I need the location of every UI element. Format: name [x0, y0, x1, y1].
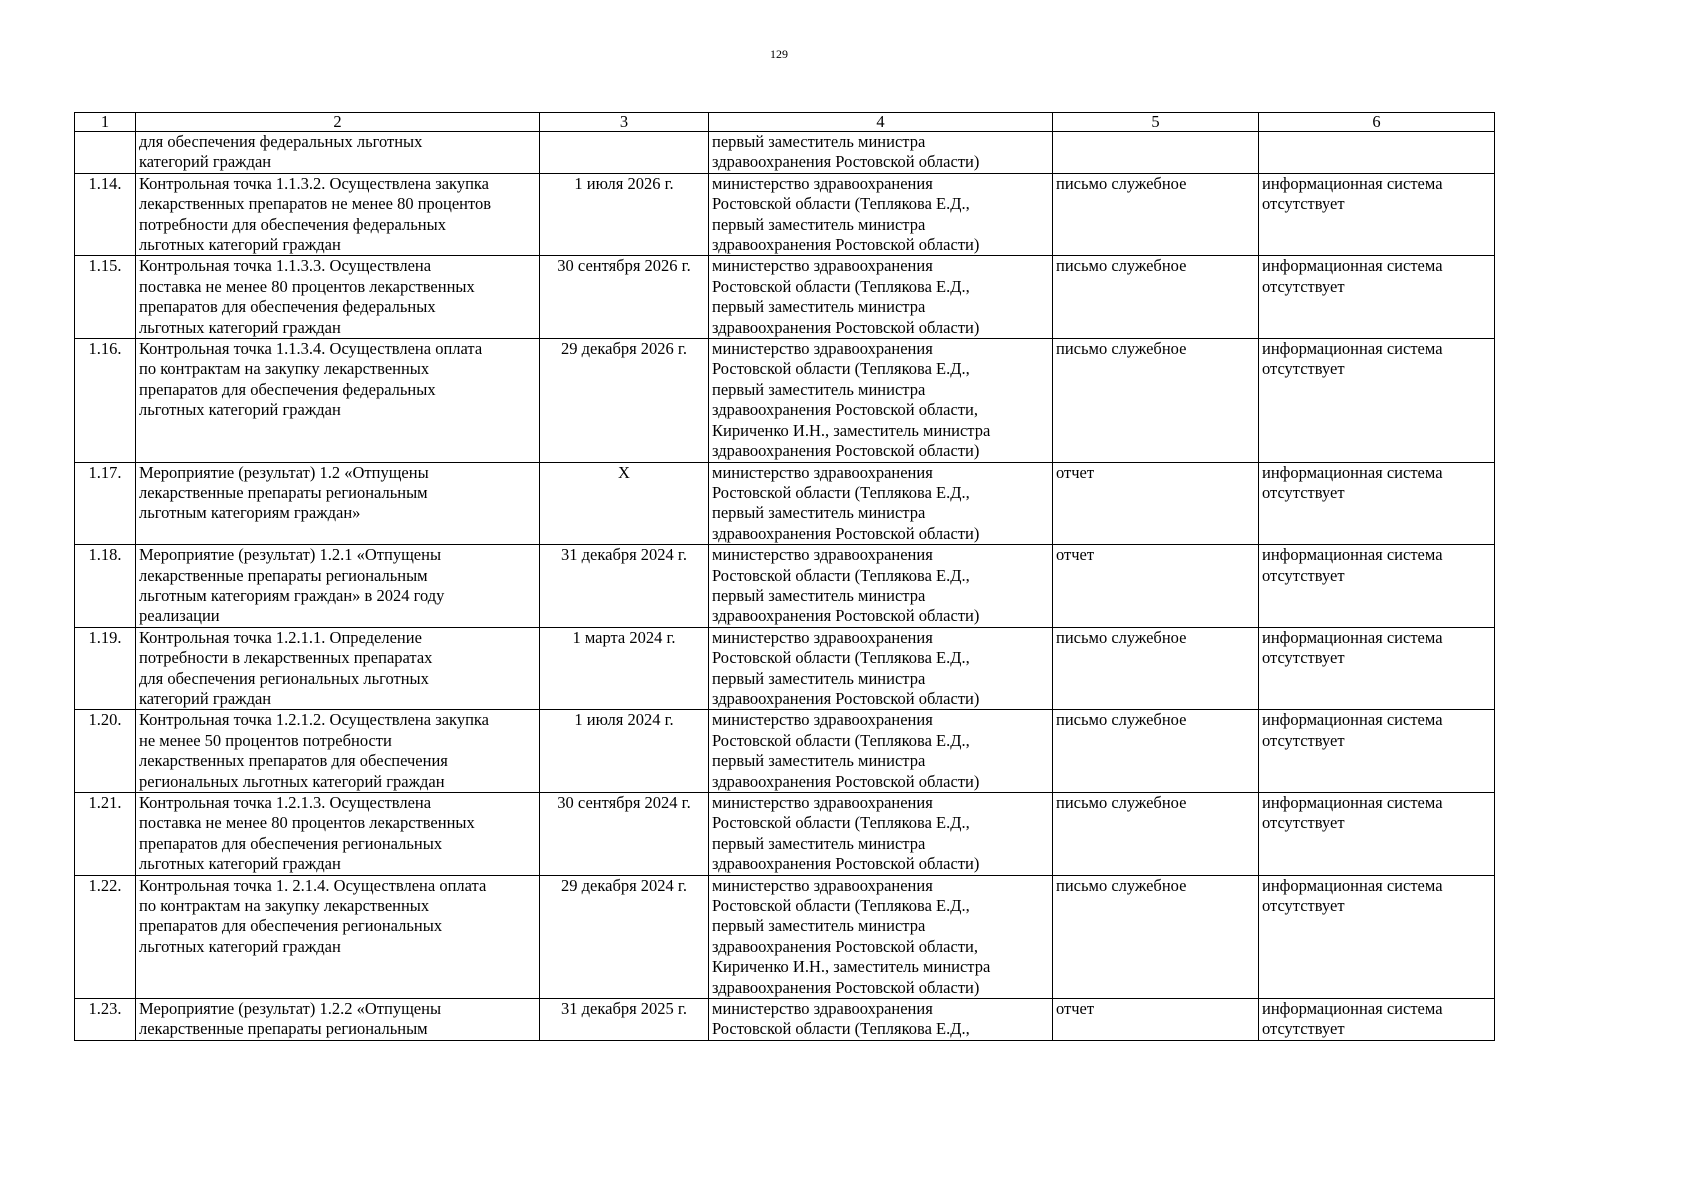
responsible-line: первый заместитель министра	[712, 751, 926, 771]
description-line: льготных категорий граждан	[139, 400, 341, 420]
responsible-line: Ростовской области (Теплякова Е.Д.,	[712, 813, 970, 833]
column-number: 1	[75, 113, 136, 132]
row-number-cell: 1.14.	[75, 173, 136, 256]
description-line: Контрольная точка 1.2.1.3. Осуществлена	[139, 793, 432, 812]
description-line: региональных льготных категорий граждан	[139, 771, 445, 791]
plan-table	[74, 112, 1495, 1041]
info-system-cell	[1259, 999, 1495, 1041]
document-type-cell: отчет	[1053, 462, 1259, 545]
table-row	[75, 173, 1495, 256]
info-system-cell	[1259, 173, 1495, 256]
document-type-cell: письмо служебное	[1053, 173, 1259, 256]
table-row	[75, 793, 1495, 876]
document-type-cell: отчет	[1053, 545, 1259, 628]
info-system-line: отсутствует	[1262, 276, 1345, 296]
description-line: лекарственные препараты региональным	[139, 1019, 428, 1039]
responsible-cell	[709, 462, 1053, 545]
responsible-cell	[709, 545, 1053, 628]
table-row	[75, 710, 1495, 793]
column-number-header	[75, 113, 1495, 132]
responsible-cell	[709, 132, 1053, 174]
responsible-line: министерство здравоохранения	[712, 462, 933, 482]
column-number: 5	[1053, 113, 1259, 132]
info-system-cell	[1259, 545, 1495, 628]
description-cell	[136, 132, 540, 174]
description-cell	[136, 627, 540, 710]
responsible-line: здравоохранения Ростовской области)	[712, 317, 980, 337]
responsible-cell	[709, 173, 1053, 256]
description-cell	[136, 710, 540, 793]
row-number-cell: 1.19.	[75, 627, 136, 710]
description-cell	[136, 339, 540, 462]
description-cell	[136, 875, 540, 998]
description-line: категорий граждан	[139, 152, 272, 172]
deadline-cell: 31 декабря 2024 г.	[540, 545, 709, 628]
description-line: Контрольная точка 1.1.3.3. Осуществлена	[139, 256, 432, 276]
info-system-cell	[1259, 462, 1495, 545]
table-row	[75, 545, 1495, 628]
responsible-cell	[709, 627, 1053, 710]
row-number-cell: 1.23.	[75, 999, 136, 1041]
responsible-line: первый заместитель министра	[712, 379, 926, 399]
column-number: 4	[709, 113, 1053, 132]
responsible-line: первый заместитель министра	[712, 833, 926, 853]
deadline-cell: Х	[540, 462, 709, 545]
description-line: Мероприятие (результат) 1.2.1 «Отпущены	[139, 545, 442, 565]
responsible-line: здравоохранения Ростовской области)	[712, 152, 980, 172]
info-system-line: информационная система	[1262, 999, 1443, 1019]
column-number: 6	[1259, 113, 1495, 132]
responsible-cell	[709, 256, 1053, 339]
description-line: лекарственных препаратов для обеспечения	[139, 751, 448, 771]
column-number: 2	[136, 113, 540, 132]
table-row	[75, 132, 1495, 174]
responsible-line: здравоохранения Ростовской области)	[712, 771, 980, 791]
table-row	[75, 999, 1495, 1041]
description-line: потребности в лекарственных препаратах	[139, 648, 433, 668]
info-system-cell	[1259, 710, 1495, 793]
info-system-cell	[1259, 793, 1495, 876]
info-system-line: информационная система	[1262, 173, 1443, 193]
responsible-line: министерство здравоохранения	[712, 339, 933, 359]
table-row	[75, 627, 1495, 710]
responsible-line: первый заместитель министра	[712, 214, 926, 234]
responsible-line: первый заместитель министра	[712, 585, 926, 605]
info-system-line: отсутствует	[1262, 813, 1345, 833]
responsible-cell	[709, 875, 1053, 998]
column-number: 3	[540, 113, 709, 132]
description-line: Контрольная точка 1.2.1.2. Осуществлена закупка	[139, 710, 489, 730]
responsible-line: Ростовской области (Теплякова Е.Д.,	[712, 276, 970, 296]
info-system-line: отсутствует	[1262, 730, 1345, 750]
info-system-line: отсутствует	[1262, 359, 1345, 379]
deadline-cell: 1 июля 2026 г.	[540, 173, 709, 256]
info-system-cell	[1259, 627, 1495, 710]
description-line: льготным категориям граждан»	[139, 503, 361, 523]
description-line: потребности для обеспечения федеральных	[139, 214, 446, 234]
responsible-line: здравоохранения Ростовской области)	[712, 688, 980, 708]
responsible-line: Кириченко И.Н., заместитель министра	[712, 420, 991, 440]
info-system-line: информационная система	[1262, 462, 1443, 482]
description-line: для обеспечения региональных льготных	[139, 668, 429, 688]
info-system-line: отсутствует	[1262, 194, 1345, 214]
info-system-line: информационная система	[1262, 875, 1443, 895]
info-system-cell	[1259, 132, 1495, 174]
description-line: реализации	[139, 606, 220, 626]
description-line: лекарственные препараты региональным	[139, 565, 428, 585]
description-line: поставка не менее 80 процентов лекарственных	[139, 276, 475, 296]
responsible-line: здравоохранения Ростовской области)	[712, 441, 980, 461]
deadline-cell: 1 июля 2024 г.	[540, 710, 709, 793]
description-cell	[136, 545, 540, 628]
responsible-cell	[709, 793, 1053, 876]
responsible-line: Ростовской области (Теплякова Е.Д.,	[712, 482, 970, 502]
responsible-line: первый заместитель министра	[712, 916, 926, 936]
description-cell	[136, 173, 540, 256]
responsible-line: здравоохранения Ростовской области)	[712, 977, 980, 997]
row-number-cell: 1.16.	[75, 339, 136, 462]
description-cell	[136, 256, 540, 339]
info-system-line: информационная система	[1262, 710, 1443, 730]
info-system-line: отсутствует	[1262, 1019, 1345, 1039]
deadline-cell: 30 сентября 2026 г.	[540, 256, 709, 339]
description-line: для обеспечения федеральных льготных	[139, 132, 423, 151]
description-line: Контрольная точка 1.1.3.2. Осуществлена закупка	[139, 173, 489, 193]
info-system-line: информационная система	[1262, 339, 1443, 359]
description-line: препаратов для обеспечения региональных	[139, 833, 443, 853]
row-number-cell: 1.21.	[75, 793, 136, 876]
info-system-line: отсутствует	[1262, 565, 1345, 585]
document-type-cell: письмо служебное	[1053, 627, 1259, 710]
responsible-line: министерство здравоохранения	[712, 627, 933, 647]
responsible-cell	[709, 339, 1053, 462]
row-number-cell: 1.18.	[75, 545, 136, 628]
responsible-line: Ростовской области (Теплякова Е.Д.,	[712, 359, 970, 379]
description-line: поставка не менее 80 процентов лекарственных	[139, 813, 475, 833]
deadline-cell: 29 декабря 2026 г.	[540, 339, 709, 462]
description-line: льготных категорий граждан	[139, 854, 341, 874]
responsible-line: первый заместитель министра	[712, 503, 926, 523]
info-system-line: отсутствует	[1262, 896, 1345, 916]
description-line: не менее 50 процентов потребности	[139, 730, 392, 750]
responsible-line: министерство здравоохранения	[712, 875, 933, 895]
table-row	[75, 339, 1495, 462]
description-line: по контрактам на закупку лекарственных	[139, 359, 430, 379]
description-line: препаратов для обеспечения региональных	[139, 916, 443, 936]
document-type-cell: письмо служебное	[1053, 710, 1259, 793]
responsible-line: первый заместитель министра	[712, 668, 926, 688]
responsible-line: первый заместитель министра	[712, 132, 926, 151]
responsible-line: здравоохранения Ростовской области)	[712, 854, 980, 874]
responsible-line: здравоохранения Ростовской области,	[712, 400, 978, 420]
row-number-cell	[75, 132, 136, 174]
info-system-line: информационная система	[1262, 627, 1443, 647]
description-line: льготных категорий граждан	[139, 936, 341, 956]
description-cell	[136, 462, 540, 545]
document-type-cell: письмо служебное	[1053, 339, 1259, 462]
info-system-line: информационная система	[1262, 793, 1443, 812]
responsible-line: министерство здравоохранения	[712, 256, 933, 276]
description-line: лекарственные препараты региональным	[139, 482, 428, 502]
info-system-line: отсутствует	[1262, 482, 1345, 502]
description-line: Контрольная точка 1. 2.1.4. Осуществлена оплата	[139, 875, 487, 895]
responsible-line: здравоохранения Ростовской области)	[712, 606, 980, 626]
row-number-cell: 1.22.	[75, 875, 136, 998]
responsible-line: Ростовской области (Теплякова Е.Д.,	[712, 1019, 970, 1039]
description-cell	[136, 999, 540, 1041]
responsible-cell	[709, 999, 1053, 1041]
document-type-cell	[1053, 132, 1259, 174]
description-line: по контрактам на закупку лекарственных	[139, 896, 430, 916]
page-number: 129	[770, 47, 788, 61]
info-system-cell	[1259, 875, 1495, 998]
responsible-line: здравоохранения Ростовской области)	[712, 523, 980, 543]
deadline-cell: 30 сентября 2024 г.	[540, 793, 709, 876]
table-row	[75, 462, 1495, 545]
description-line: Мероприятие (результат) 1.2.2 «Отпущены	[139, 999, 442, 1019]
responsible-line: министерство здравоохранения	[712, 545, 933, 565]
description-line: Мероприятие (результат) 1.2 «Отпущены	[139, 462, 429, 482]
description-line: Контрольная точка 1.1.3.4. Осуществлена оплата	[139, 339, 483, 359]
document-type-cell: письмо служебное	[1053, 256, 1259, 339]
deadline-cell: 1 марта 2024 г.	[540, 627, 709, 710]
responsible-line: Ростовской области (Теплякова Е.Д.,	[712, 648, 970, 668]
description-line: лекарственных препаратов не менее 80 процентов	[139, 194, 492, 214]
document-type-cell: письмо служебное	[1053, 793, 1259, 876]
responsible-line: Ростовской области (Теплякова Е.Д.,	[712, 194, 970, 214]
row-number-cell: 1.15.	[75, 256, 136, 339]
responsible-line: Кириченко И.Н., заместитель министра	[712, 957, 991, 977]
description-line: категорий граждан	[139, 688, 272, 708]
responsible-line: министерство здравоохранения	[712, 999, 933, 1019]
responsible-line: первый заместитель министра	[712, 297, 926, 317]
deadline-cell: 29 декабря 2024 г.	[540, 875, 709, 998]
description-line: препаратов для обеспечения федеральных	[139, 379, 436, 399]
responsible-line: здравоохранения Ростовской области)	[712, 235, 980, 255]
table-row	[75, 256, 1495, 339]
description-line: Контрольная точка 1.2.1.1. Определение	[139, 627, 422, 647]
table-row	[75, 875, 1495, 998]
info-system-line: информационная система	[1262, 545, 1443, 565]
responsible-line: Ростовской области (Теплякова Е.Д.,	[712, 730, 970, 750]
responsible-line: министерство здравоохранения	[712, 793, 933, 812]
responsible-line: Ростовской области (Теплякова Е.Д.,	[712, 896, 970, 916]
description-cell	[136, 793, 540, 876]
description-line: льготных категорий граждан	[139, 317, 341, 337]
row-number-cell: 1.20.	[75, 710, 136, 793]
description-line: льготным категориям граждан» в 2024 году	[139, 585, 445, 605]
responsible-cell	[709, 710, 1053, 793]
row-number-cell: 1.17.	[75, 462, 136, 545]
document-type-cell: отчет	[1053, 999, 1259, 1041]
responsible-line: министерство здравоохранения	[712, 173, 933, 193]
responsible-line: министерство здравоохранения	[712, 710, 933, 730]
deadline-cell	[540, 132, 709, 174]
info-system-cell	[1259, 256, 1495, 339]
info-system-line: информационная система	[1262, 256, 1443, 276]
document-type-cell: письмо служебное	[1053, 875, 1259, 998]
responsible-line: Ростовской области (Теплякова Е.Д.,	[712, 565, 970, 585]
info-system-cell	[1259, 339, 1495, 462]
info-system-line: отсутствует	[1262, 648, 1345, 668]
deadline-cell: 31 декабря 2025 г.	[540, 999, 709, 1041]
description-line: препаратов для обеспечения федеральных	[139, 297, 436, 317]
responsible-line: здравоохранения Ростовской области,	[712, 936, 978, 956]
description-line: льготных категорий граждан	[139, 235, 341, 255]
